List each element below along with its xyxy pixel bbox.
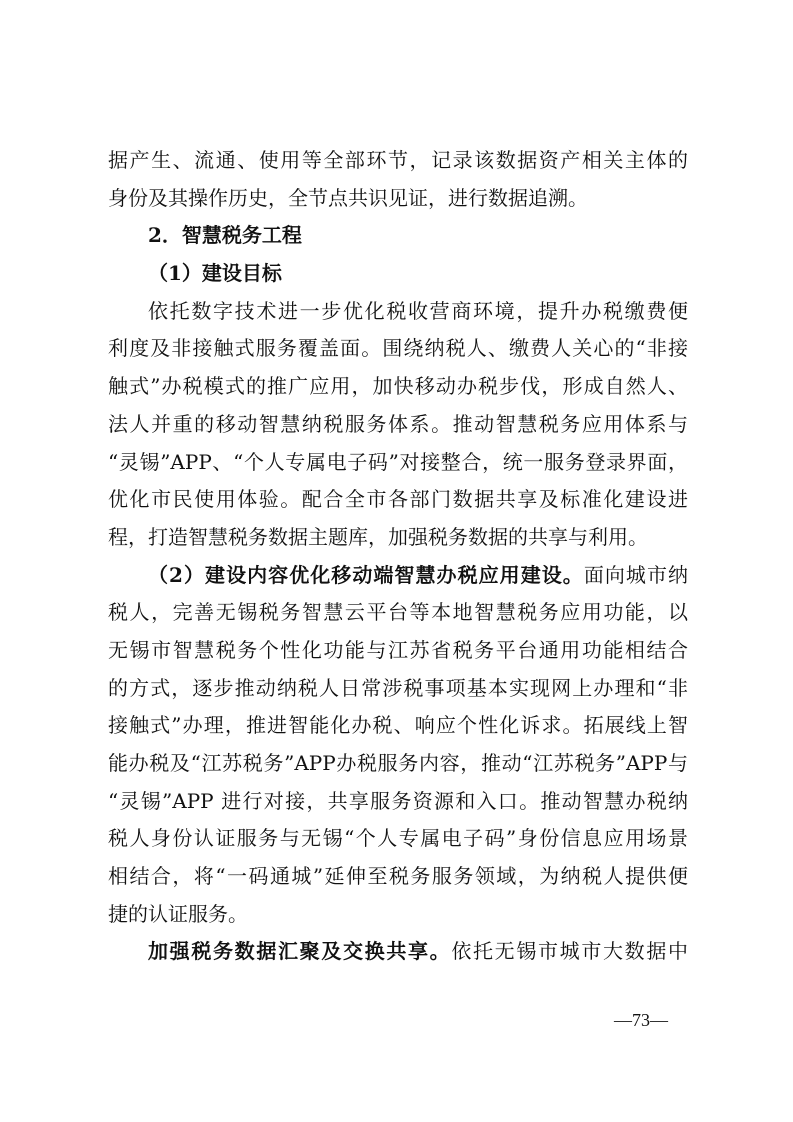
paragraph-line: 身份及其操作历史，全节点共识见证，进行数据追溯。 xyxy=(108,185,588,210)
paragraph-line xyxy=(108,557,688,595)
paragraph-line: 税人，完善无锡税务智慧云平台等本地智慧税务应用功能，以 xyxy=(108,600,688,625)
document-body xyxy=(108,142,688,971)
subsection-heading: （1）建设目标 xyxy=(148,261,282,286)
inline-heading: 加强税务数据汇聚及交换共享。 xyxy=(148,939,452,964)
paragraph-line: 程，打造智慧税务数据主题库，加强税务数据的共享与利用。 xyxy=(108,524,648,549)
paragraph-line xyxy=(108,933,688,971)
paragraph-line: 依托数字技术进一步优化税收营商环境，提升办税缴费便 xyxy=(148,298,688,323)
paragraph-line: 能办税及“江苏税务”APP办税服务内容，推动“江苏税务”APP与 xyxy=(108,751,688,775)
paragraph-text: 面向城市纳 xyxy=(583,562,689,587)
paragraph-line: 无锡市智慧税务个性化功能与江苏省税务平台通用功能相结合 xyxy=(108,637,688,662)
paragraph-line: 税人身份认证服务与无锡“个人专属电子码”身份信息应用场景 xyxy=(108,826,688,851)
paragraph-line: “灵锡”APP 进行对接，共享服务资源和入口。推动智慧办税纳 xyxy=(108,788,688,813)
paragraph-line: 优化市民使用体验。配合全市各部门数据共享及标准化建设进 xyxy=(108,487,688,512)
paragraph-line: 触式”办税模式的推广应用，加快移动办税步伐，形成自然人、 xyxy=(108,374,688,399)
paragraph-line: 据产生、流通、使用等全部环节，记录该数据资产相关主体的 xyxy=(108,148,688,172)
paragraph-line: “灵锡”APP、“个人专属电子码”对接整合，统一服务登录界面， xyxy=(108,449,688,474)
inline-heading: （2）建设内容优化移动端智慧办税应用建设。 xyxy=(148,562,584,587)
section-heading: 2．智慧税务工程 xyxy=(148,223,302,248)
paragraph-line: 捷的认证服务。 xyxy=(108,901,248,926)
paragraph-text: 依托无锡市城市大数据中 xyxy=(451,939,689,964)
page-number: —73— xyxy=(614,1010,668,1030)
paragraph-line: 的方式，逐步推动纳税人日常涉税事项基本实现网上办理和“非 xyxy=(108,675,688,700)
paragraph-line: 相结合，将“一码通城”延伸至税务服务领域，为纳税人提供便 xyxy=(108,864,688,889)
paragraph-line: 法人并重的移动智慧纳税服务体系。推动智慧税务应用体系与 xyxy=(108,411,688,436)
paragraph-line: 利度及非接触式服务覆盖面。围绕纳税人、缴费人关心的“非接 xyxy=(108,336,688,361)
paragraph-line: 接触式”办理，推进智能化办税、响应个性化诉求。拓展线上智 xyxy=(108,713,688,738)
